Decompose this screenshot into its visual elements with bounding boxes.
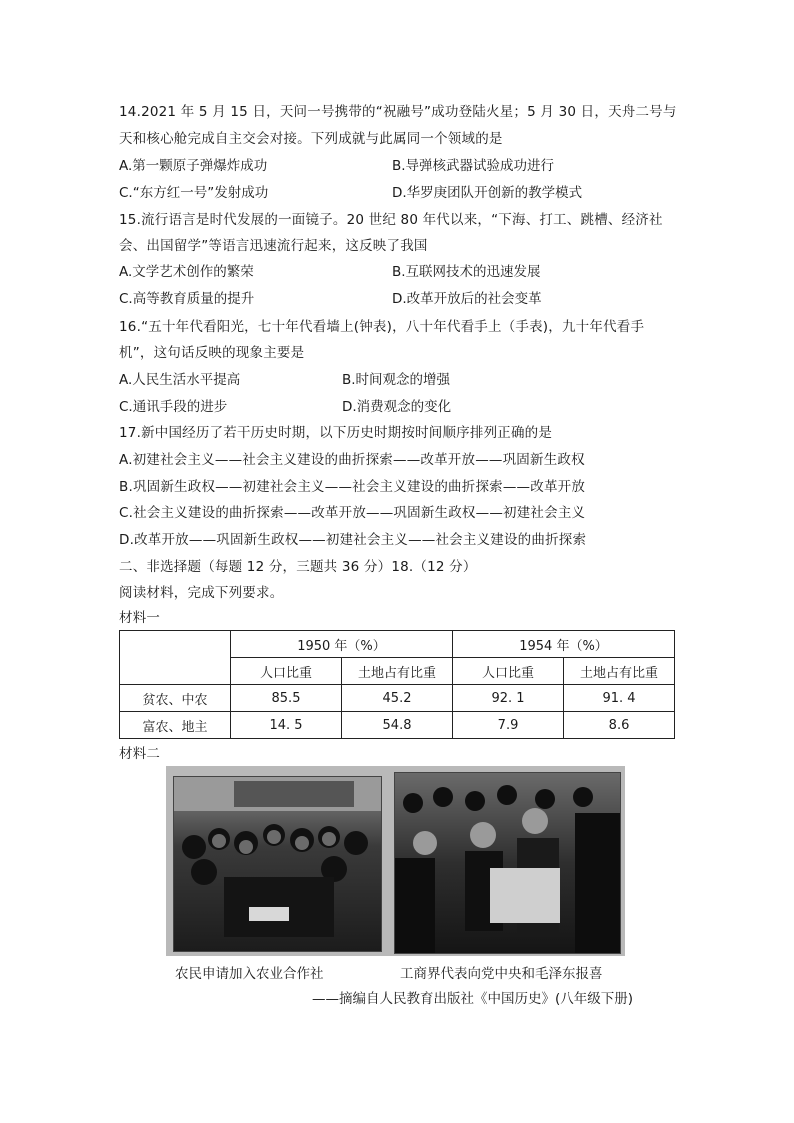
table-cell: 92. 1	[453, 685, 564, 712]
q14-option-a: A.第一颗原子弹爆炸成功	[119, 158, 268, 174]
caption-source: ——摘编自人民教育出版社《中国历史》(八年级下册)	[312, 991, 634, 1007]
table-cell: 8.6	[564, 712, 675, 739]
table-subheader: 人口比重	[453, 658, 564, 685]
q14-stem-line2: 天和核心舱完成自主交会对接。下列成就与此属同一个领域的是	[119, 131, 503, 147]
table-cell: 45.2	[342, 685, 453, 712]
table-cell: 85.5	[231, 685, 342, 712]
q14-stem-line1: 14.2021 年 5 月 15 日，天问一号携带的“祝融号”成功登陆火星；5 月 30 日，天舟二号与	[119, 104, 677, 120]
q16-option-d: D.消费观念的变化	[342, 399, 452, 415]
q15-stem-line2: 会、出国留学”等语言迅速流行起来，这反映了我国	[119, 238, 428, 254]
table-cell: 7.9	[453, 712, 564, 739]
section2-heading: 二、非选择题（每题 12 分，三题共 36 分）18.（12 分）	[119, 559, 477, 575]
q17-option-a: A.初建社会主义——社会主义建设的曲折探索——改革开放——巩固新生政权	[119, 452, 585, 468]
q15-option-d: D.改革开放后的社会变革	[392, 291, 542, 307]
q17-option-c: C.社会主义建设的曲折探索——改革开放——巩固新生政权——初建社会主义	[119, 505, 586, 521]
row-label: 富农、地主	[120, 712, 231, 739]
q15-option-c: C.高等教育质量的提升	[119, 291, 255, 307]
q15-stem-line1: 15.流行语言是时代发展的一面镜子。20 世纪 80 年代以来，“下海、打工、跳槽、经济社	[119, 212, 663, 228]
photo-business-representatives	[394, 772, 621, 954]
q16-stem-line2: 机”，这句话反映的现象主要是	[119, 345, 305, 361]
table-header-1950: 1950 年（%）	[231, 631, 453, 658]
q15-option-b: B.互联网技术的迅速发展	[392, 264, 541, 280]
section2-instruction: 阅读材料，完成下列要求。	[119, 585, 284, 601]
caption-left: 农民申请加入农业合作社	[175, 966, 324, 982]
q14-option-c: C.“东方红一号”发射成功	[119, 185, 269, 201]
photo-frame	[166, 766, 625, 956]
q14-option-b: B.导弹核武器试验成功进行	[392, 158, 555, 174]
material1-label: 材料一	[119, 610, 161, 626]
q16-option-a: A.人民生活水平提高	[119, 372, 241, 388]
table-cell: 14. 5	[231, 712, 342, 739]
q14-option-d: D.华罗庚团队开创新的教学模式	[392, 185, 583, 201]
table-corner-cell	[120, 631, 231, 685]
table-cell: 54.8	[342, 712, 453, 739]
caption-right: 工商界代表向党中央和毛泽东报喜	[400, 966, 603, 982]
q17-option-b: B.巩固新生政权——初建社会主义——社会主义建设的曲折探索——改革开放	[119, 479, 586, 495]
table-subheader: 土地占有比重	[342, 658, 453, 685]
material2-label: 材料二	[119, 746, 161, 762]
q16-option-c: C.通讯手段的进步	[119, 399, 228, 415]
q17-stem: 17.新中国经历了若干历史时期，以下历史时期按时间顺序排列正确的是	[119, 425, 553, 441]
q16-option-b: B.时间观念的增强	[342, 372, 451, 388]
row-label: 贫农、中农	[120, 685, 231, 712]
table-subheader: 土地占有比重	[564, 658, 675, 685]
table-header-1954: 1954 年（%）	[453, 631, 675, 658]
table-row	[120, 685, 675, 712]
table-cell: 91. 4	[564, 685, 675, 712]
table-row	[120, 712, 675, 739]
q16-stem-line1: 16.“五十年代看阳光，七十年代看墙上(钟表)，八十年代看手上（手表)，九十年代看手	[119, 319, 645, 335]
table-subheader: 人口比重	[231, 658, 342, 685]
land-reform-table	[119, 630, 675, 739]
q17-option-d: D.改革开放——巩固新生政权——初建社会主义——社会主义建设的曲折探索	[119, 532, 587, 548]
photo-farmers-cooperative	[173, 776, 382, 952]
q15-option-a: A.文学艺术创作的繁荣	[119, 264, 254, 280]
